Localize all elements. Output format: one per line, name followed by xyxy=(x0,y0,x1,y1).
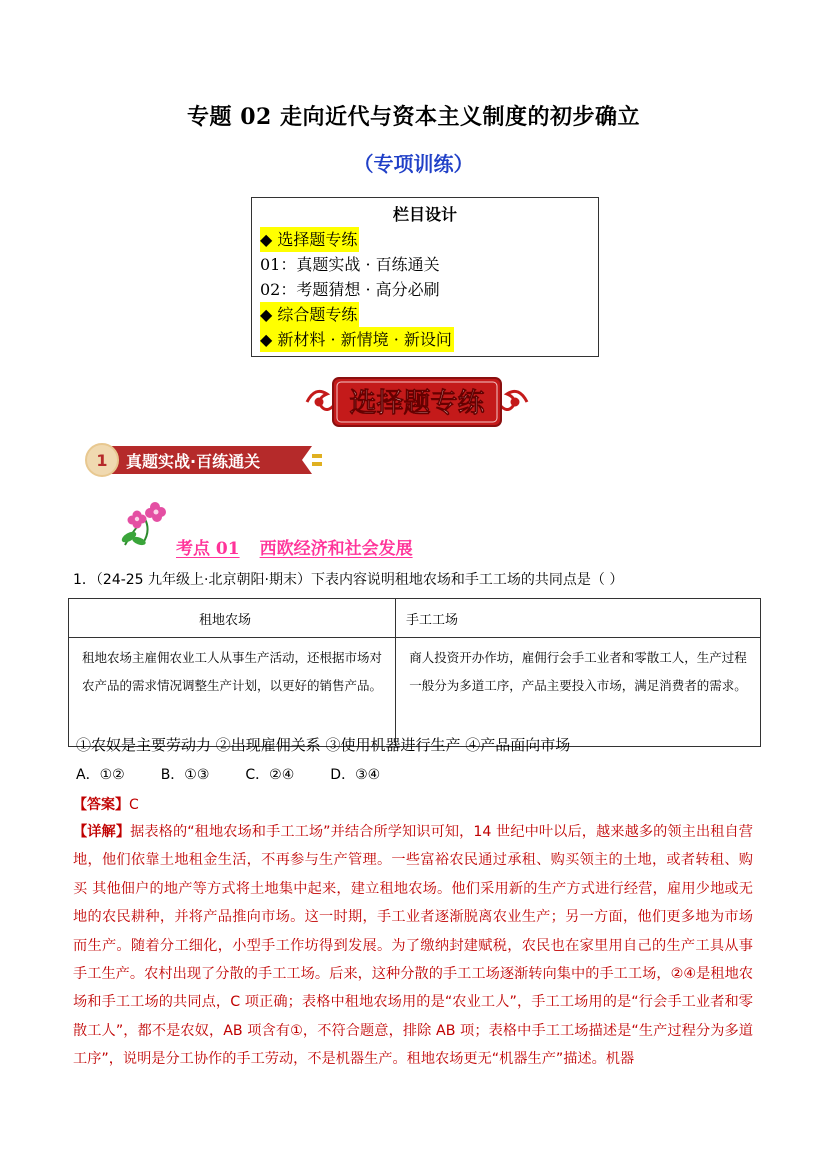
toc-item: 02：考题猜想 · 高分必刷 xyxy=(260,280,440,299)
toc-item: ◆ 新材料 · 新情境 · 新设问 xyxy=(260,327,454,352)
table-header: 手工工场 xyxy=(396,599,761,638)
option-c: C．②④ xyxy=(245,767,295,783)
answer-line xyxy=(73,794,139,814)
badge-number: 1 xyxy=(96,451,108,470)
kaodian-topic: 西欧经济和社会发展 xyxy=(259,539,413,559)
kaodian-heading xyxy=(176,534,413,559)
flower-icon xyxy=(115,497,171,549)
detail-label: 【详解】 xyxy=(73,824,131,840)
option-d: D．③④ xyxy=(330,767,381,783)
kaodian-label: 考点 01 xyxy=(176,539,240,559)
question-stem: 1．（24-25 九年级上·北京朝阳·期末）下表内容说明租地农场和手工工场的共同点是（ ） xyxy=(73,572,624,588)
table-cell: 租地农场主雇佣农业工人从事生产活动，还根据市场对农产品的需求情况调整生产计划，以更好的销售产品。 xyxy=(69,638,396,747)
toc-box xyxy=(251,197,599,357)
answer-value: C xyxy=(129,797,139,813)
toc-item: 01：真题实战 · 百练通关 xyxy=(260,255,440,274)
toc-heading: 栏目设计 xyxy=(392,205,457,224)
section-banner xyxy=(303,372,531,432)
table-header: 租地农场 xyxy=(69,599,396,638)
page-title: 专题 02 走向近代与资本主义制度的初步确立 xyxy=(187,104,640,130)
option-b: B．①③ xyxy=(160,767,210,783)
table-cell: 商人投资开办作坊，雇佣行会手工业者和零散工人，生产过程一般分为多道工序，产品主要投入市场，满足消费者的需求。 xyxy=(396,638,761,747)
page-subtitle: （专项训练） xyxy=(353,152,474,176)
detail-text: 据表格的“租地农场和手工工场”并结合所学知识可知，14 世纪中叶以后，越来越多的领主出租自营地，他们依靠土地租金生活，不再参与生产管理。一些富裕农民通过承租、购买领主的土地，或者转租、购买 其他佃户的地产等方式将土地集中起来，建立租地农场。他们采用新的生产方式进行经营，雇用少地或无地的农民耕种，并将产品推向市场。这一时期，手工业者逐渐脱离农业生产；另一方面，他们更多地为市场而生产。随着分工细化，小型手工作坊得到发展。为了缴纳封建赋税，农民也在家里用自己的生产工具从事手工生产。农村出现了分散的手工工场。后来，这种分散的手工工场逐渐转向集中的手工工场，②④是租地农场和手工工场的共同点，C 项正确；表格中租地农场用的是“农业工人”，手工工场用的是“行会手工业者和零散工人”，都不是农奴，AB 项含有①，不符合题意，排除 AB 项；表格中手工工场描述是“生产过程分为多道工序”，说明是分工协作的手工劳动，不是机器生产。租地农场更无“机器生产”描述。机器 xyxy=(73,824,753,1068)
answer-label: 【答案】 xyxy=(73,797,129,813)
badge-text: 真题实战·百练通关 xyxy=(126,452,261,471)
section-badge xyxy=(84,440,324,480)
question-statements: ①农奴是主要劳动力 ②出现雇佣关系 ③使用机器进行生产 ④产品面向市场 xyxy=(76,736,571,754)
banner-text: 选择题专练 xyxy=(349,388,485,419)
question-options xyxy=(76,764,416,784)
option-a: A．①② xyxy=(76,767,125,783)
toc-item: ◆ 综合题专练 xyxy=(260,302,359,327)
detail-paragraph xyxy=(73,818,753,1074)
question-table xyxy=(68,598,761,747)
toc-item: ◆ 选择题专练 xyxy=(260,227,359,252)
